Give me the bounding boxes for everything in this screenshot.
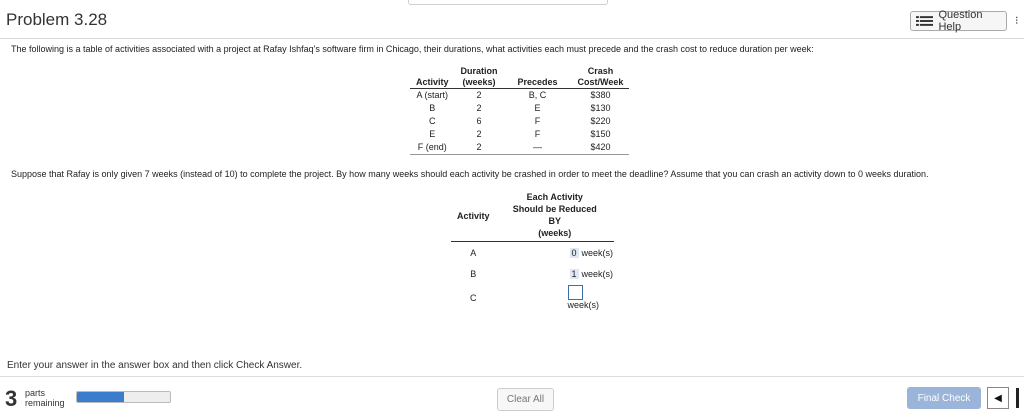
list-icon [916, 16, 933, 26]
answer-col-reduce-line1: Each Activity [526, 192, 583, 202]
answer-row [451, 263, 614, 284]
intro-text: The following is a table of activities associated with a project at Rafay Ishfaq's software firm in Chicago, their durations, what activities each must precede and the crash cost to reduce duration per week: [11, 44, 814, 54]
cell-activity: A (start) [416, 90, 449, 100]
answer-row [451, 242, 614, 264]
col-crash [572, 66, 630, 89]
activities-header-row [410, 66, 629, 89]
col-activity: Activity [410, 66, 455, 89]
unit-label: week(s) [567, 300, 600, 310]
more-icon[interactable]: ⁝ [1015, 15, 1019, 27]
activities-table [410, 66, 629, 155]
progress-fill [77, 392, 124, 402]
answer-col-reduce-line2: Should be Reduced [512, 204, 597, 214]
cell-duration: 2 [476, 103, 482, 113]
answer-col-reduce-line3: BY [548, 216, 562, 226]
cell-precedes: E [534, 103, 541, 113]
previous-button[interactable] [987, 387, 1009, 409]
cell-duration: 6 [476, 116, 482, 126]
answer-cell [496, 242, 615, 264]
answer-header-row [451, 191, 614, 242]
cell-duration: 2 [476, 90, 482, 100]
answer-activity: C [470, 292, 477, 303]
parts-label-line1: parts [25, 388, 46, 398]
cell-activity: C [429, 116, 436, 126]
cell-precedes: F [534, 116, 541, 126]
answer-row [451, 284, 614, 311]
answer-table [451, 191, 614, 311]
question-text: Suppose that Rafay is only given 7 weeks (instead of 10) to complete the project. By how many weeks should each activity be crashed in order to meet the deadline? Assume that you can crash an activity down to 0 weeks duration. [11, 169, 929, 179]
parts-label [25, 388, 65, 408]
unit-label: week(s) [581, 268, 614, 279]
table-row [410, 115, 629, 128]
table-row [410, 89, 629, 103]
cell-duration: 2 [476, 129, 482, 139]
table-row [410, 128, 629, 141]
cell-precedes: B, C [528, 90, 547, 100]
answer-cell [496, 263, 615, 284]
cell-crash: $420 [572, 141, 630, 155]
cell-activity: F (end) [410, 141, 455, 155]
col-duration-line1: Duration [460, 66, 498, 76]
triangle-left-icon: ◀ [994, 392, 1002, 404]
cell-crash: $130 [590, 103, 611, 113]
unit-label: week(s) [581, 247, 614, 258]
cell-activity: B [429, 103, 436, 113]
answer-input-c[interactable] [568, 285, 583, 300]
parts-label-line2: remaining [25, 398, 65, 408]
top-bar [0, 0, 1024, 39]
col-crash-line2: Cost/Week [577, 77, 624, 87]
cell-precedes: — [504, 141, 572, 155]
cell-activity: E [429, 129, 436, 139]
cell-crash: $380 [590, 90, 611, 100]
cell-crash: $150 [590, 129, 611, 139]
answer-activity: B [470, 268, 477, 279]
final-check-button[interactable]: Final Check [907, 387, 981, 409]
clear-all-button[interactable]: Clear All [497, 388, 554, 411]
instruction-text: Enter your answer in the answer box and then click Check Answer. [7, 360, 303, 371]
col-precedes: Precedes [504, 66, 572, 89]
answer-input-b[interactable]: 1 [571, 268, 577, 279]
answer-col-reduce [496, 191, 615, 242]
question-help-label: Question Help [938, 9, 983, 33]
answer-input-a[interactable]: 0 [571, 247, 577, 258]
cell-precedes: F [534, 129, 541, 139]
answer-cell [496, 284, 615, 311]
tab-stub [408, 0, 608, 5]
answer-activity: A [470, 247, 477, 258]
cell-crash: $220 [590, 116, 611, 126]
answer-col-reduce-line4: (weeks) [538, 228, 572, 238]
parts-count: 3 [5, 386, 18, 411]
next-button-edge[interactable] [1016, 388, 1019, 408]
cell-duration: 2 [455, 141, 504, 155]
progress-bar [76, 391, 171, 403]
col-duration [455, 66, 504, 89]
table-row [410, 141, 629, 155]
col-crash-line1: Crash [587, 66, 614, 76]
question-help-button[interactable] [910, 11, 1007, 31]
table-row [410, 102, 629, 115]
answer-col-activity: Activity [451, 191, 496, 242]
page-title: Problem 3.28 [6, 10, 108, 29]
col-duration-line2: (weeks) [462, 77, 496, 87]
